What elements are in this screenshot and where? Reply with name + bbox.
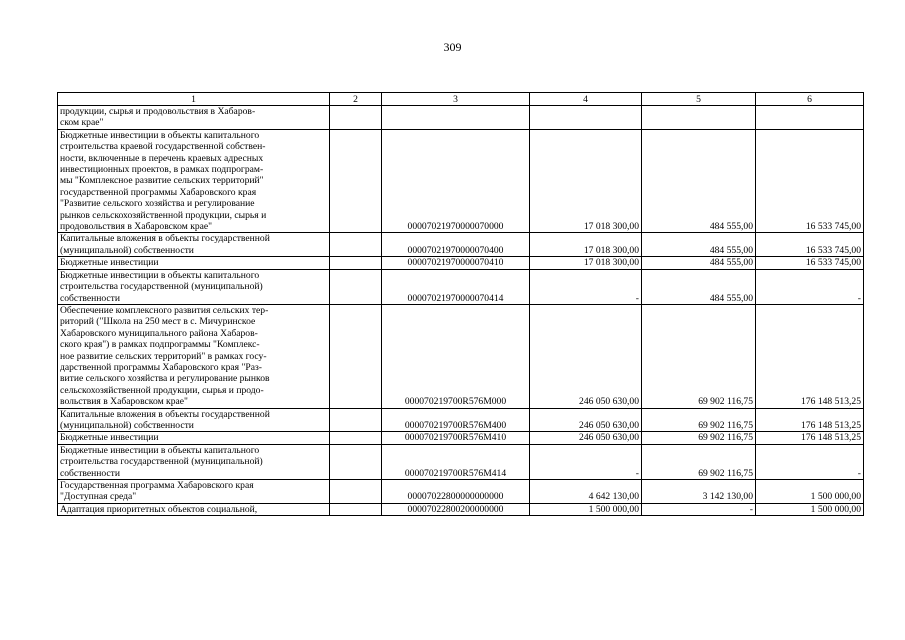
- row-name: Капитальные вложения в объекты государственной (муниципальной) собственности: [58, 233, 330, 257]
- row-value-4: 246 050 630,00: [530, 304, 642, 408]
- row-value-4: 246 050 630,00: [530, 432, 642, 444]
- row-code: 00007021970000070414: [382, 269, 530, 304]
- row-name: продукции, сырья и продовольствия в Хабаров- ском крае": [58, 106, 330, 130]
- table-row: [58, 269, 864, 304]
- row-name: Бюджетные инвестиции: [58, 257, 330, 269]
- row-value-6: [756, 106, 864, 130]
- row-name: Капитальные вложения в объекты государственной (муниципальной) собственности: [58, 408, 330, 432]
- row-value-4: 17 018 300,00: [530, 257, 642, 269]
- row-value-4: 17 018 300,00: [530, 233, 642, 257]
- budget-table: [57, 92, 864, 516]
- row-value-5: 3 142 130,00: [642, 480, 756, 504]
- row-value-5: 69 902 116,75: [642, 408, 756, 432]
- row-value-6: 176 148 513,25: [756, 408, 864, 432]
- row-value-4: 17 018 300,00: [530, 129, 642, 233]
- row-col2: [330, 432, 382, 444]
- row-value-6: -: [756, 269, 864, 304]
- column-header-4: 4: [530, 93, 642, 106]
- row-value-5: 484 555,00: [642, 257, 756, 269]
- row-code: 00007022800000000000: [382, 480, 530, 504]
- row-code: 000070219700R576M410: [382, 432, 530, 444]
- table-row: [58, 480, 864, 504]
- row-value-6: 16 533 745,00: [756, 257, 864, 269]
- row-col2: [330, 269, 382, 304]
- row-value-5: 69 902 116,75: [642, 444, 756, 479]
- row-col2: [330, 257, 382, 269]
- row-value-4: -: [530, 269, 642, 304]
- page-number: 309: [443, 40, 462, 54]
- row-code: 000070219700R576M000: [382, 304, 530, 408]
- row-value-6: 16 533 745,00: [756, 129, 864, 233]
- table-row: [58, 233, 864, 257]
- table-row: [58, 503, 864, 515]
- row-name: Бюджетные инвестиции: [58, 432, 330, 444]
- row-code: 000070219700R576M414: [382, 444, 530, 479]
- row-name: Обеспечение комплексного развития сельских тер- риторий ("Школа на 250 мест в с. Мичуринское Хабаровского муниципального района Хабаров- ского края") в рамках подпрограммы "Комплекс- ное развитие сельских территорий" в рамках госу- дарственной программы Хабаровского края "Раз- витие сельского хозяйства и регулирование рынков сельскохозяйственной продукции, сырья и продо- вольствия в Хабаровском крае": [58, 304, 330, 408]
- row-value-6: 1 500 000,00: [756, 480, 864, 504]
- row-value-4: 1 500 000,00: [530, 503, 642, 515]
- table-row: [58, 129, 864, 233]
- row-value-6: 176 148 513,25: [756, 304, 864, 408]
- row-value-5: 484 555,00: [642, 233, 756, 257]
- row-value-5: [642, 106, 756, 130]
- row-name: Государственная программа Хабаровского края "Доступная среда": [58, 480, 330, 504]
- table-row: [58, 408, 864, 432]
- row-name: Адаптация приоритетных объектов социальной,: [58, 503, 330, 515]
- row-value-4: -: [530, 444, 642, 479]
- row-col2: [330, 129, 382, 233]
- column-header-6: 6: [756, 93, 864, 106]
- column-header-1: 1: [58, 93, 330, 106]
- row-code: 00007022800200000000: [382, 503, 530, 515]
- row-col2: [330, 444, 382, 479]
- table-row: [58, 444, 864, 479]
- row-col2: [330, 480, 382, 504]
- row-value-6: 16 533 745,00: [756, 233, 864, 257]
- row-col2: [330, 503, 382, 515]
- row-value-6: 176 148 513,25: [756, 432, 864, 444]
- table-row: [58, 432, 864, 444]
- row-code: 00007021970000070410: [382, 257, 530, 269]
- row-value-4: 246 050 630,00: [530, 408, 642, 432]
- column-header-2: 2: [330, 93, 382, 106]
- row-code: [382, 106, 530, 130]
- table-row: [58, 106, 864, 130]
- table-row: [58, 304, 864, 408]
- table-row: [58, 257, 864, 269]
- row-value-6: 1 500 000,00: [756, 503, 864, 515]
- row-name: Бюджетные инвестиции в объекты капитального строительства государственной (муниципальной) собственности: [58, 444, 330, 479]
- row-value-4: [530, 106, 642, 130]
- column-header-3: 3: [382, 93, 530, 106]
- row-name: Бюджетные инвестиции в объекты капитального строительства краевой государственной собствен- ности, включенные в перечень краевых адресных инвестиционных проектов, в рамках подпрограм- мы "Комплексное развитие сельских территорий" государственной программы Хабаровского края "Развитие сельского хозяйства и регулирование рынков сельскохозяйственной продукции, сырья и продовольствия в Хабаровском крае": [58, 129, 330, 233]
- row-code: 000070219700R576M400: [382, 408, 530, 432]
- row-code: 00007021970000070400: [382, 233, 530, 257]
- row-col2: [330, 106, 382, 130]
- row-col2: [330, 304, 382, 408]
- row-code: 00007021970000070000: [382, 129, 530, 233]
- row-col2: [330, 233, 382, 257]
- row-col2: [330, 408, 382, 432]
- row-value-5: -: [642, 503, 756, 515]
- table-header-row: [58, 93, 864, 106]
- row-value-4: 4 642 130,00: [530, 480, 642, 504]
- row-value-5: 69 902 116,75: [642, 304, 756, 408]
- row-name: Бюджетные инвестиции в объекты капитального строительства государственной (муниципальной) собственности: [58, 269, 330, 304]
- column-header-5: 5: [642, 93, 756, 106]
- row-value-5: 484 555,00: [642, 269, 756, 304]
- row-value-5: 484 555,00: [642, 129, 756, 233]
- row-value-5: 69 902 116,75: [642, 432, 756, 444]
- row-value-6: -: [756, 444, 864, 479]
